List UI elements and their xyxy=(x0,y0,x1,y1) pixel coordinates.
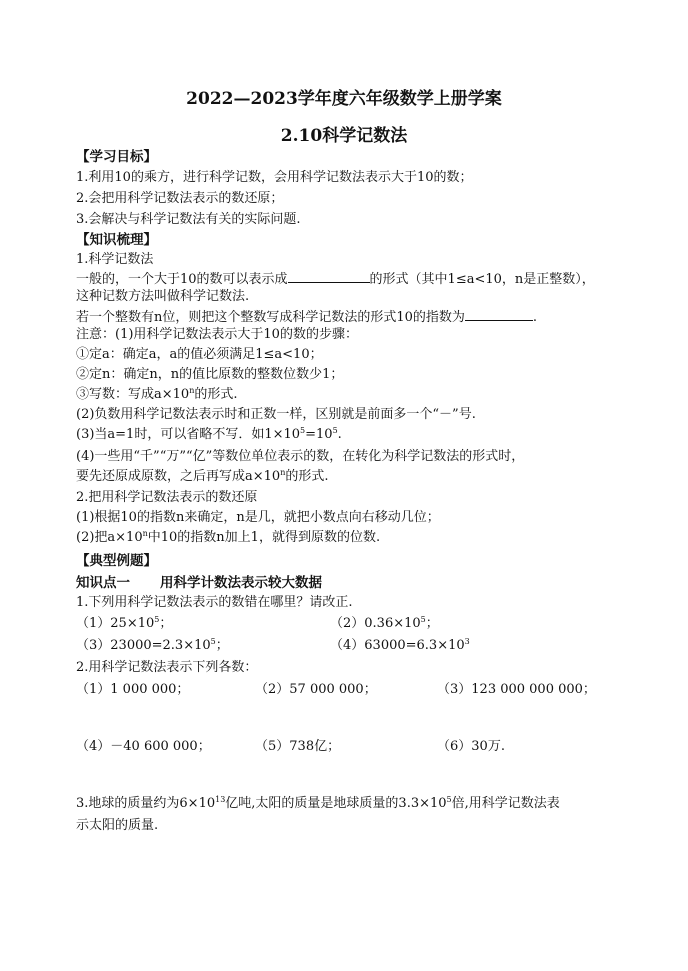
exp-5: 5 xyxy=(446,795,452,804)
q3-line-2: 示太阳的质量. xyxy=(76,818,159,833)
point1-heading xyxy=(76,573,322,593)
k1-def-line2: 这种记数方法叫做科学记数法. xyxy=(76,289,250,304)
q2-stem: 2.用科学记数法表示下列各数： xyxy=(76,660,258,675)
q2-item-5: （5）738亿； xyxy=(255,739,341,754)
q2-item-6: （6）30万. xyxy=(437,739,505,754)
q2-item-2: （2）57 000 000； xyxy=(255,682,377,697)
exp-n: n xyxy=(189,386,195,395)
goal-3: 3.会解决与科学记数法有关的实际问题. xyxy=(76,212,301,227)
exp-5: 5 xyxy=(300,426,306,435)
k1-p3-b: =10 xyxy=(305,427,333,442)
q2-item-1: （1）1 000 000； xyxy=(76,682,190,697)
k2-line-1: (1)根据10的指数n来确定，n是几，就把小数点向右移动几位； xyxy=(76,510,440,525)
k1-point-3 xyxy=(76,425,342,445)
goal-2: 2.会把用科学记数法表示的数还原； xyxy=(76,191,284,206)
k2-l2-a: (2)把a×10 xyxy=(76,530,143,545)
k1-def-b: 的形式（其中1≤a<10，n是正整数）， xyxy=(369,272,595,287)
section-knowledge: 【知识梳理】 xyxy=(76,232,157,248)
k1-point-4: (4)一些用“千”“万”“亿”等数位单位表示的数，在转化为科学记数法的形式时， xyxy=(76,449,525,464)
point1-label: 知识点一 xyxy=(76,575,130,591)
k1-p3-a: (3)当a=1时，可以省略不写．如1×10 xyxy=(76,427,301,442)
k2-l2-b: 中10的指数n加上1，就得到原数的位数. xyxy=(147,530,381,545)
fill-blank-2[interactable] xyxy=(465,306,533,321)
exp-5: 5 xyxy=(332,426,338,435)
point1-title: 用科学计数法表示较大数据 xyxy=(160,575,322,591)
k1-rule-b: . xyxy=(532,310,538,325)
q1-item-1: $(1)25\times 10^5$； xyxy=(76,615,173,631)
k1-head: 1.科学记数法 xyxy=(76,252,154,267)
lesson-title: 2.10科学记数法 xyxy=(280,126,408,146)
q1-item-3: $(3)23000=2.3\times 10^5$； xyxy=(76,637,229,653)
k1-rule-a: 若一个整数有n位，则把这个整数写成科学记数法的形式10的指数为 xyxy=(76,310,465,325)
k1-step3-a: ③写数：写成a×10 xyxy=(76,387,190,402)
k2-head: 2.把用科学记数法表示的数还原 xyxy=(76,490,258,505)
q2-item-4: （4）－40 600 000； xyxy=(76,739,211,754)
goal-1: 1.利用10的乘方，进行科学记数，会用科学记数法表示大于10的数； xyxy=(76,170,473,185)
k1-note: 注意：(1)用科学记数法表示大于10的数的步骤： xyxy=(76,327,358,342)
exp-n: n xyxy=(142,529,148,538)
section-examples: 【典型例题】 xyxy=(76,553,157,569)
k1-p4b-b: 的形式. xyxy=(285,469,329,484)
k1-step3-b: 的形式. xyxy=(194,387,238,402)
q1-stem: 1.下列用科学记数法表示的数错在哪里？请改正. xyxy=(76,595,353,610)
exp-13: 13 xyxy=(215,795,226,804)
section-goals: 【学习目标】 xyxy=(76,149,157,165)
k1-step-1: ①定a：确定a，a的值必须满足1≤a<10； xyxy=(76,347,323,362)
k1-p3-c: . xyxy=(337,427,342,442)
exp-n: n xyxy=(280,468,286,477)
q3-line-1: 3.地球的质量约为$6\times 10^{13}$亿吨,太阳的质量是地球质量的$3.3\times 10^5$倍,用科学记数法表 xyxy=(76,795,560,811)
k1-p4b-a: 要先还原成原数，之后再写成a×10 xyxy=(76,469,281,484)
q1-item-2: $(2)0.36\times 10^5$； xyxy=(330,615,439,631)
k1-def-a: 一般的，一个大于10的数可以表示成 xyxy=(76,272,288,287)
k1-step-3 xyxy=(76,385,237,405)
k1-step-2: ②定n：确定n，n的值比原数的整数位数少1； xyxy=(76,367,344,382)
q1-item-4: $(4)63000=6.3\times 10^3$ xyxy=(330,637,470,653)
fill-blank-1[interactable] xyxy=(288,268,370,283)
k2-line-2 xyxy=(76,528,380,548)
k1-point-4b xyxy=(76,467,328,487)
k1-point-2: (2)负数用科学记数法表示时和正数一样，区别就是前面多一个“－”号. xyxy=(76,407,476,422)
page-title: 2022—2023学年度六年级数学上册学案 xyxy=(186,89,502,109)
q2-item-3: （3）123 000 000 000； xyxy=(437,682,596,697)
